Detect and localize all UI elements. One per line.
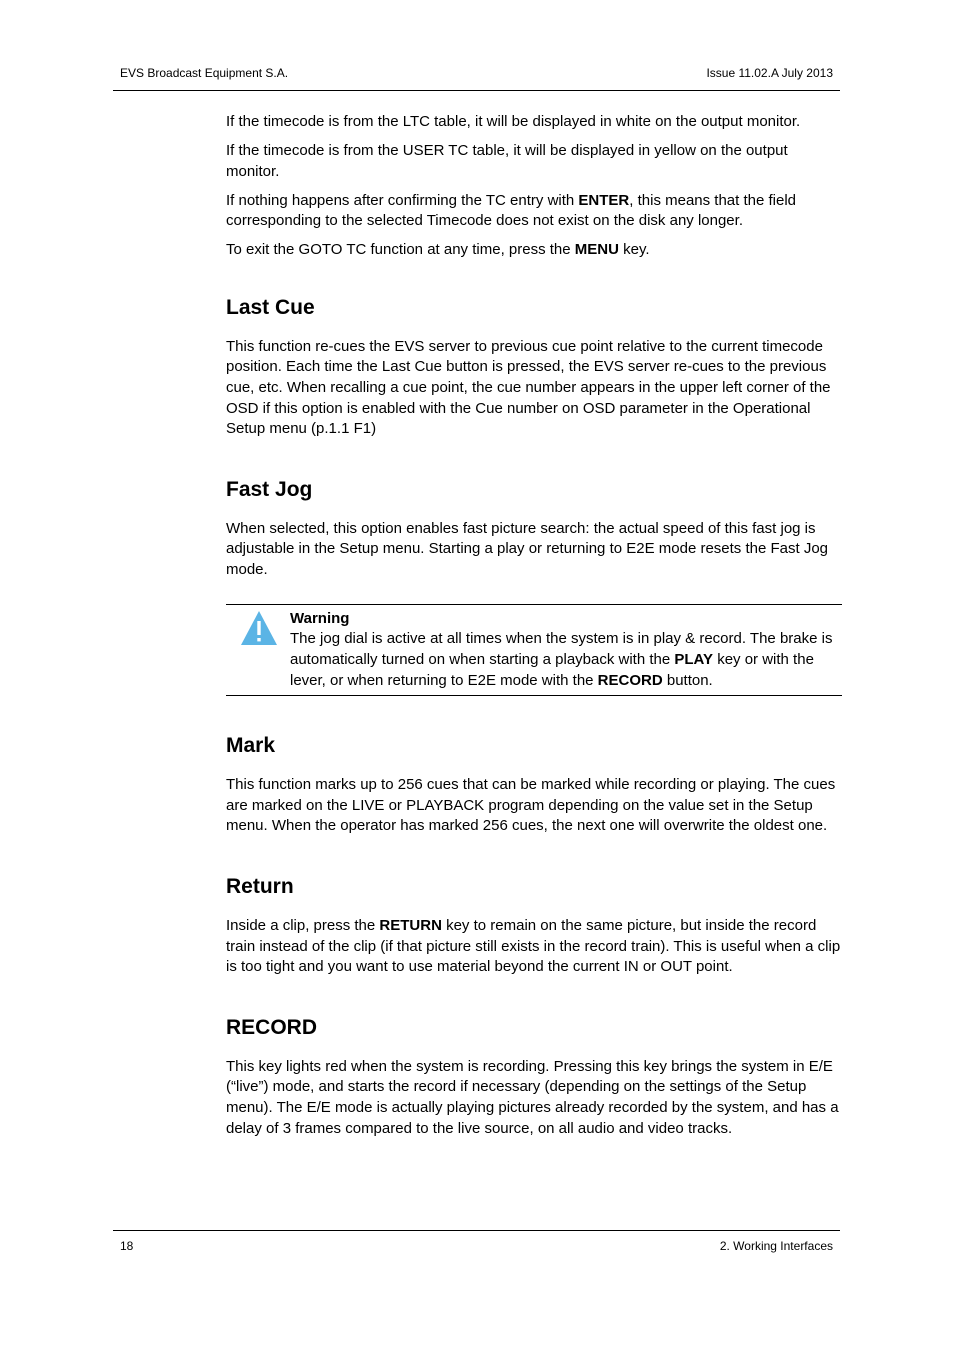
page-number: 18 (120, 1239, 134, 1253)
record-body: This key lights red when the system is recording. Pressing this key brings the system in E/E (“live”) mode, and starts the record if necessary (depending on the settings of the Setup menu). The E/E mode is actually playing pictures already recorded by the system, and has a delay of 3 frames compared to the live source, on all audio and video tracks. (226, 1057, 839, 1137)
footer-section: 2. Working Interfaces (719, 1239, 833, 1253)
header-issue: Issue 11.02.A July 2013 (706, 66, 833, 80)
heading-return: Return (226, 875, 294, 899)
menu-key-label: MENU (574, 241, 619, 259)
return-body: Inside a clip, press the RETURN key to remain on the same picture, but inside the record train instead of the clip (if that picture still exists in the record train). This is useful when a clip is too tight and you want to use material beyond the current IN or OUT point. (226, 917, 841, 976)
warning-triangle-icon (240, 609, 278, 647)
warning-title: Warning (290, 610, 350, 628)
intro-paragraph-exit: To exit the GOTO TC function at any time, press the MENU key. (226, 241, 650, 259)
last-cue-body: This function re-cues the EVS server to previous cue point relative to the current timecode position. Each time the Last Cue button is pressed, the EVS server re-cues to the previous cue, etc. When recalling a cue point, the cue number appears in the upper left corner of the OSD if this option is enabled with the Cue number on OSD parameter in the Operational Setup menu (p.1.1 F1) (226, 337, 831, 438)
heading-last-cue: Last Cue (226, 295, 315, 319)
warning-text: The jog dial is active at all times when the system is in play & record. The brake is automatically turned on when starting a playback with the PLAY key or with the lever, or when returning to E2E mode with the RECORD button. (290, 630, 833, 689)
record-key-label: RECORD (597, 671, 663, 689)
header-company: EVS Broadcast Equipment S.A. (120, 66, 289, 80)
return-key-label: RETURN (379, 917, 442, 935)
heading-mark: Mark (226, 734, 276, 758)
page-content (226, 112, 842, 1139)
enter-key-label: ENTER (578, 191, 630, 209)
intro-paragraph-ltc: If the timecode is from the LTC table, it will be displayed in white on the output monitor. (226, 113, 801, 130)
page-footer (113, 1230, 840, 1253)
intro-paragraph-user-tc: If the timecode is from the USER TC table, it will be displayed in yellow on the output monitor. (226, 141, 788, 180)
warning-box (226, 604, 842, 696)
heading-fast-jog: Fast Jog (226, 477, 313, 501)
play-key-label: PLAY (674, 651, 714, 669)
heading-record: RECORD (226, 1015, 318, 1039)
mark-body: This function marks up to 256 cues that can be marked while recording or playing. The cues are marked on the LIVE or PLAYBACK program depending on the value set in the Setup menu. When the operator has marked 256 cues, the next one will overwrite the oldest one. (226, 776, 836, 835)
fast-jog-body: When selected, this option enables fast picture search: the actual speed of this fast jog is adjustable in the Setup menu. Starting a play or returning to E2E mode resets the Fast Jog mode. (226, 519, 829, 578)
intro-paragraph-enter: If nothing happens after confirming the TC entry with ENTER, this means that the field corresponding to the selected Timecode does not exist on the disk any longer. (226, 191, 797, 230)
page-header (113, 62, 840, 91)
